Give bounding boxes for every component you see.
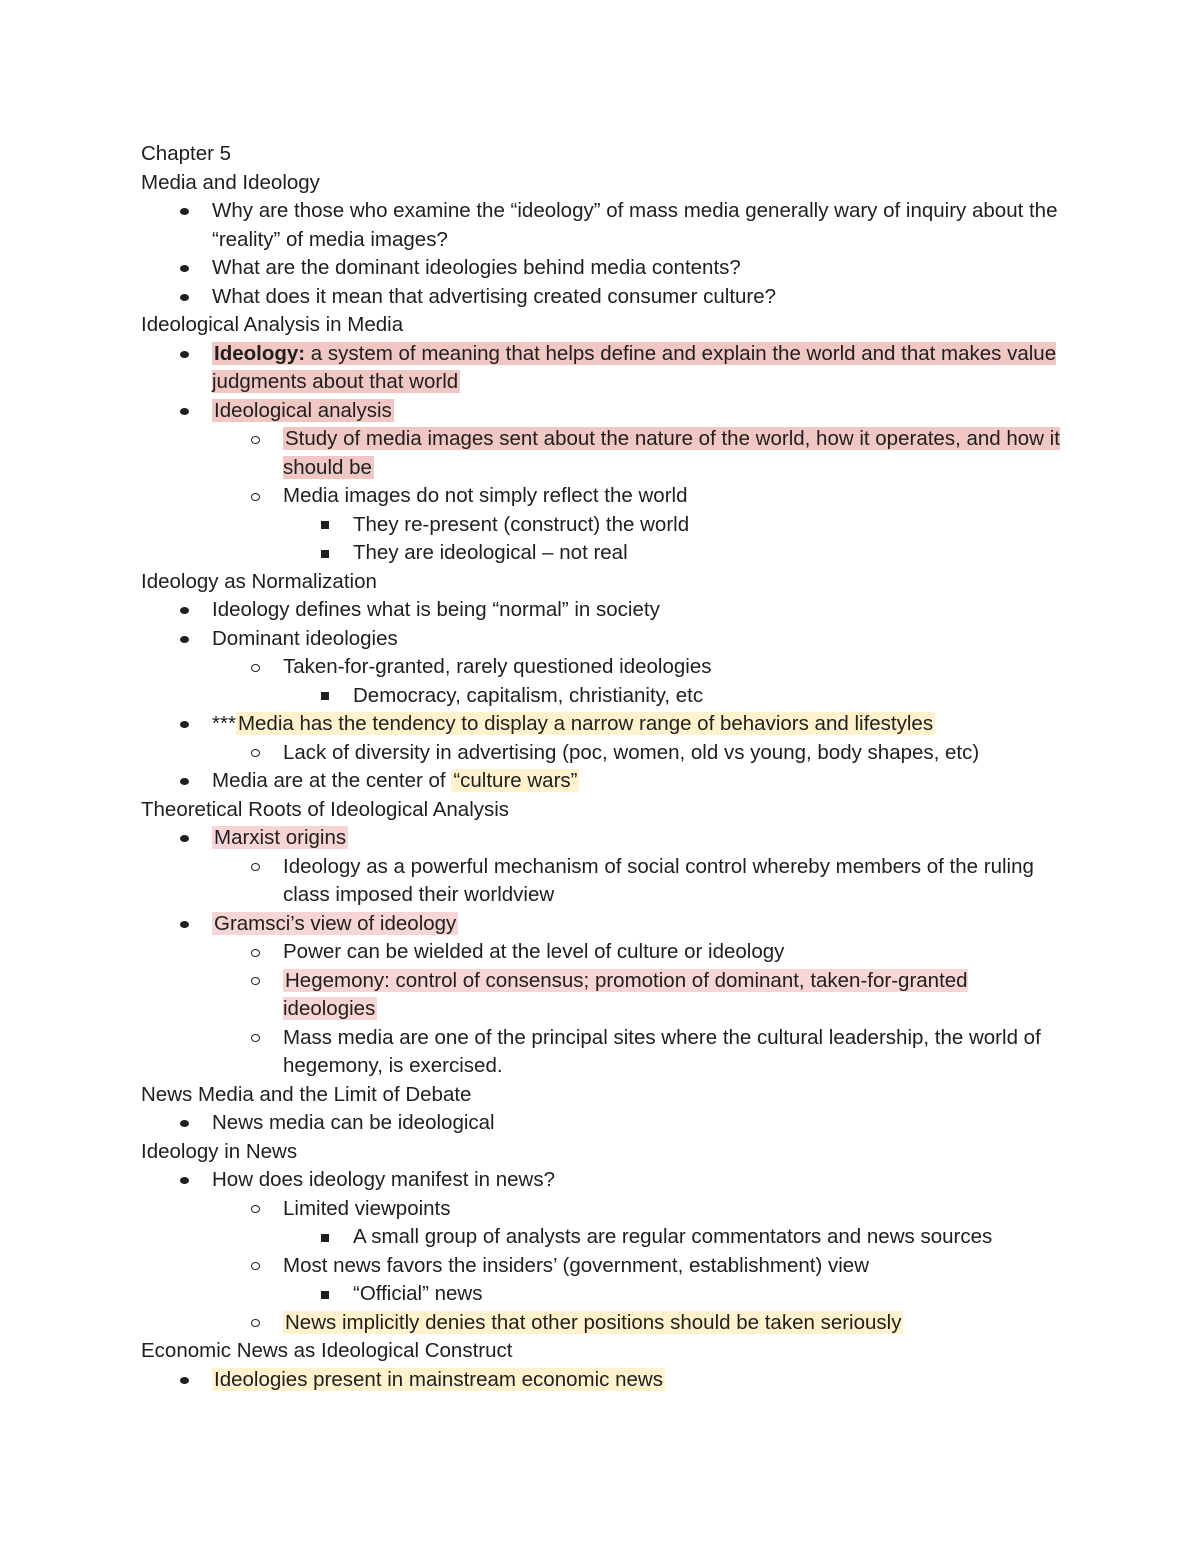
section-list	[141, 596, 1061, 796]
list-item	[141, 1309, 1061, 1338]
highlighted-text	[212, 342, 1056, 394]
list-item	[141, 653, 1061, 682]
bullet-dot-icon	[174, 197, 194, 226]
list-item-text: What are the dominant ideologies behind media contents?	[212, 256, 741, 279]
term-label: Ideology:	[214, 341, 306, 365]
list-item	[141, 824, 1061, 853]
section-list	[141, 1109, 1061, 1138]
bullet-dot-icon	[174, 767, 194, 796]
emphasis-prefix: ***	[212, 712, 236, 735]
list-item	[141, 910, 1061, 939]
highlighted-text: Marxist origins	[214, 826, 347, 849]
list-item	[141, 397, 1061, 426]
section-heading: Ideology as Normalization	[141, 569, 377, 593]
bullet-circle-icon	[245, 1309, 265, 1338]
list-item-text: They re-present (construct) the world	[353, 512, 690, 536]
section-list	[141, 824, 1061, 1081]
highlighted-text: Study of media images sent about the nature of the world, how it operates, and how it should be	[283, 427, 1060, 479]
intro-list	[141, 197, 1061, 311]
bullet-circle-icon	[245, 938, 265, 967]
list-item	[141, 1252, 1061, 1281]
bullet-circle-icon	[245, 482, 265, 511]
bullet-dot-icon	[174, 397, 194, 426]
bullet-dot-icon	[174, 824, 194, 853]
bullet-dot-icon	[174, 254, 194, 283]
bullet-square-icon	[315, 682, 335, 711]
section-heading: Theoretical Roots of Ideological Analysis	[141, 797, 510, 821]
list-item	[141, 425, 1061, 482]
highlighted-text: Gramsci’s view of ideology	[214, 911, 457, 935]
list-item-text: Dominant ideologies	[212, 626, 398, 650]
list-item	[141, 1366, 1061, 1395]
list-item	[141, 710, 1061, 739]
bullet-circle-icon	[245, 1024, 265, 1053]
bullet-dot-icon	[174, 910, 194, 939]
chapter-label: Chapter 5	[141, 142, 232, 165]
list-item-text: They are ideological – not real	[353, 541, 628, 564]
list-item	[141, 853, 1061, 910]
section-heading: News Media and the Limit of Debate	[141, 1082, 472, 1106]
highlighted-text: “culture wars”	[453, 769, 578, 792]
list-item	[141, 1195, 1061, 1224]
list-item	[141, 739, 1061, 768]
list-item	[141, 1280, 1061, 1309]
list-item-text: Most news favors the insiders’ (government, establishment) view	[283, 1253, 870, 1277]
section-heading: Ideological Analysis in Media	[141, 313, 404, 336]
list-item	[141, 511, 1061, 540]
section-list	[141, 1366, 1061, 1395]
list-item-text: Taken-for-granted, rarely questioned ideologies	[283, 655, 712, 678]
bullet-dot-icon	[174, 1166, 194, 1195]
bullet-dot-icon	[174, 710, 194, 739]
list-item	[141, 596, 1061, 625]
bullet-dot-icon	[174, 1366, 194, 1395]
bullet-circle-icon	[245, 425, 265, 454]
bullet-circle-icon	[245, 1252, 265, 1281]
list-item	[141, 938, 1061, 967]
document-body	[141, 140, 1061, 1394]
section-heading: Economic News as Ideological Construct	[141, 1339, 513, 1362]
list-item-text: “Official” news	[353, 1282, 483, 1305]
list-item-text: Democracy, capitalism, christianity, etc	[353, 683, 704, 707]
list-item	[141, 340, 1061, 397]
highlighted-text: Media has the tendency to display a narrow range of behaviors and lifestyles	[237, 712, 934, 735]
bullet-dot-icon	[174, 596, 194, 625]
list-item-text: A small group of analysts are regular commentators and news sources	[353, 1225, 993, 1248]
list-item-text: Why are those who examine the “ideology” of mass media generally wary of inquiry about the “reality” of media images?	[212, 199, 1058, 251]
list-item	[141, 1109, 1061, 1138]
section-heading: Ideology in News	[141, 1139, 298, 1163]
bullet-circle-icon	[245, 1195, 265, 1224]
list-item-text: What does it mean that advertising created consumer culture?	[212, 284, 777, 308]
list-item	[141, 625, 1061, 654]
list-item	[141, 283, 1061, 312]
list-item	[141, 767, 1061, 796]
list-item	[141, 1024, 1061, 1081]
list-item	[141, 197, 1061, 254]
bullet-square-icon	[315, 1223, 335, 1252]
list-item-text: Limited viewpoints	[283, 1196, 451, 1220]
list-item	[141, 1166, 1061, 1195]
list-item-text: Mass media are one of the principal sites where the cultural leadership, the world of hegemony, is exercised.	[283, 1025, 1041, 1077]
section-list	[141, 1166, 1061, 1337]
term-definition: a system of meaning that helps define and explain the world and that makes value judgments about that world	[212, 341, 1057, 393]
bullet-circle-icon	[245, 739, 265, 768]
highlighted-text: Ideologies present in mainstream economic news	[214, 1367, 663, 1391]
bullet-circle-icon	[245, 967, 265, 996]
highlighted-text: Ideological analysis	[214, 398, 392, 422]
highlighted-text: Hegemony: control of consensus; promotion of dominant, taken-for-granted ideologies	[283, 968, 968, 1020]
bullet-dot-icon	[174, 1109, 194, 1138]
page-title: Media and Ideology	[141, 170, 320, 194]
list-item	[141, 254, 1061, 283]
list-item-text: Media are at the center of	[212, 769, 452, 792]
bullet-circle-icon	[245, 653, 265, 682]
list-item	[141, 1223, 1061, 1252]
bullet-square-icon	[315, 1280, 335, 1309]
list-item-text: Media images do not simply reflect the world	[283, 484, 688, 507]
list-item	[141, 539, 1061, 568]
bullet-dot-icon	[174, 283, 194, 312]
list-item-text: Power can be wielded at the level of culture or ideology	[283, 940, 785, 963]
bullet-square-icon	[315, 511, 335, 540]
list-item	[141, 682, 1061, 711]
list-item	[141, 482, 1061, 511]
highlighted-text: News implicitly denies that other positions should be taken seriously	[285, 1310, 902, 1334]
section-list	[141, 340, 1061, 568]
list-item-text: Lack of diversity in advertising (poc, women, old vs young, body shapes, etc)	[283, 740, 980, 764]
bullet-circle-icon	[245, 853, 265, 882]
list-item-text: Ideology defines what is being “normal” in society	[212, 598, 660, 621]
bullet-dot-icon	[174, 625, 194, 654]
list-item-text: How does ideology manifest in news?	[212, 1168, 555, 1191]
bullet-dot-icon	[174, 340, 194, 369]
bullet-square-icon	[315, 539, 335, 568]
list-item	[141, 967, 1061, 1024]
list-item-text: News media can be ideological	[212, 1111, 495, 1134]
list-item-text: Ideology as a powerful mechanism of social control whereby members of the ruling class imposed their worldview	[283, 854, 1034, 906]
